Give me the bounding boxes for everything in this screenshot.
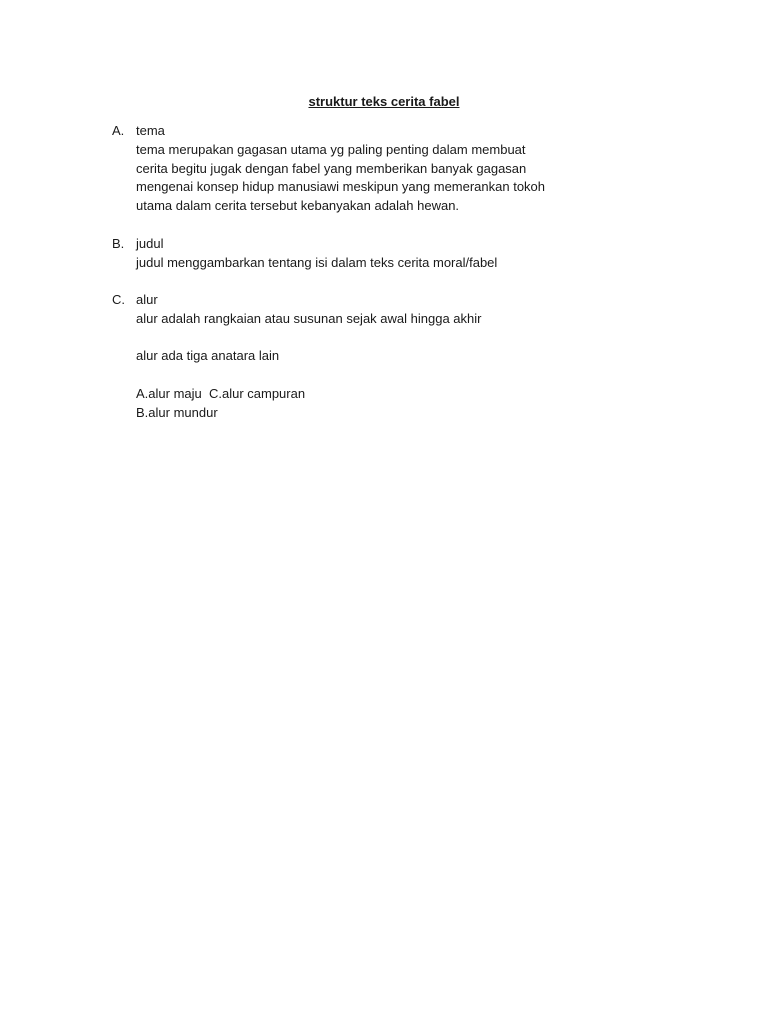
alur-types-line: A.alur maju C.alur campuran <box>136 385 306 401</box>
section-tema <box>112 122 572 216</box>
paragraph-line: tema merupakan gagasan utama yg paling penting dalam membuat <box>136 141 526 157</box>
section-heading: judul <box>136 236 164 251</box>
blank-line <box>136 329 572 348</box>
paragraph-line: mengenai konsep hidup manusiawi meskipun yang memerankan tokoh <box>136 179 546 195</box>
document-title: struktur teks cerita fabel <box>308 94 460 109</box>
paragraph-line: judul menggambarkan tentang isi dalam teks cerita moral/fabel <box>136 254 498 270</box>
blank-line <box>136 366 572 385</box>
section-alur <box>112 291 572 423</box>
section-marker: B. <box>112 236 125 251</box>
section-judul <box>112 235 572 273</box>
section-heading: tema <box>136 123 165 138</box>
section-content <box>136 235 572 273</box>
section-marker: A. <box>112 123 125 138</box>
paragraph-line: cerita begitu jugak dengan fabel yang memberikan banyak gagasan <box>136 160 527 176</box>
paragraph-line: alur adalah rangkaian atau susunan sejak awal hingga akhir <box>136 310 482 326</box>
section-content <box>136 122 572 216</box>
section-heading: alur <box>136 292 158 307</box>
section-content <box>136 291 572 423</box>
section-marker: C. <box>112 292 125 307</box>
paragraph-line: alur ada tiga anatara lain <box>136 348 280 364</box>
alur-types-line: B.alur mundur <box>136 404 218 420</box>
paragraph-line: utama dalam cerita tersebut kebanyakan adalah hewan. <box>136 198 460 214</box>
